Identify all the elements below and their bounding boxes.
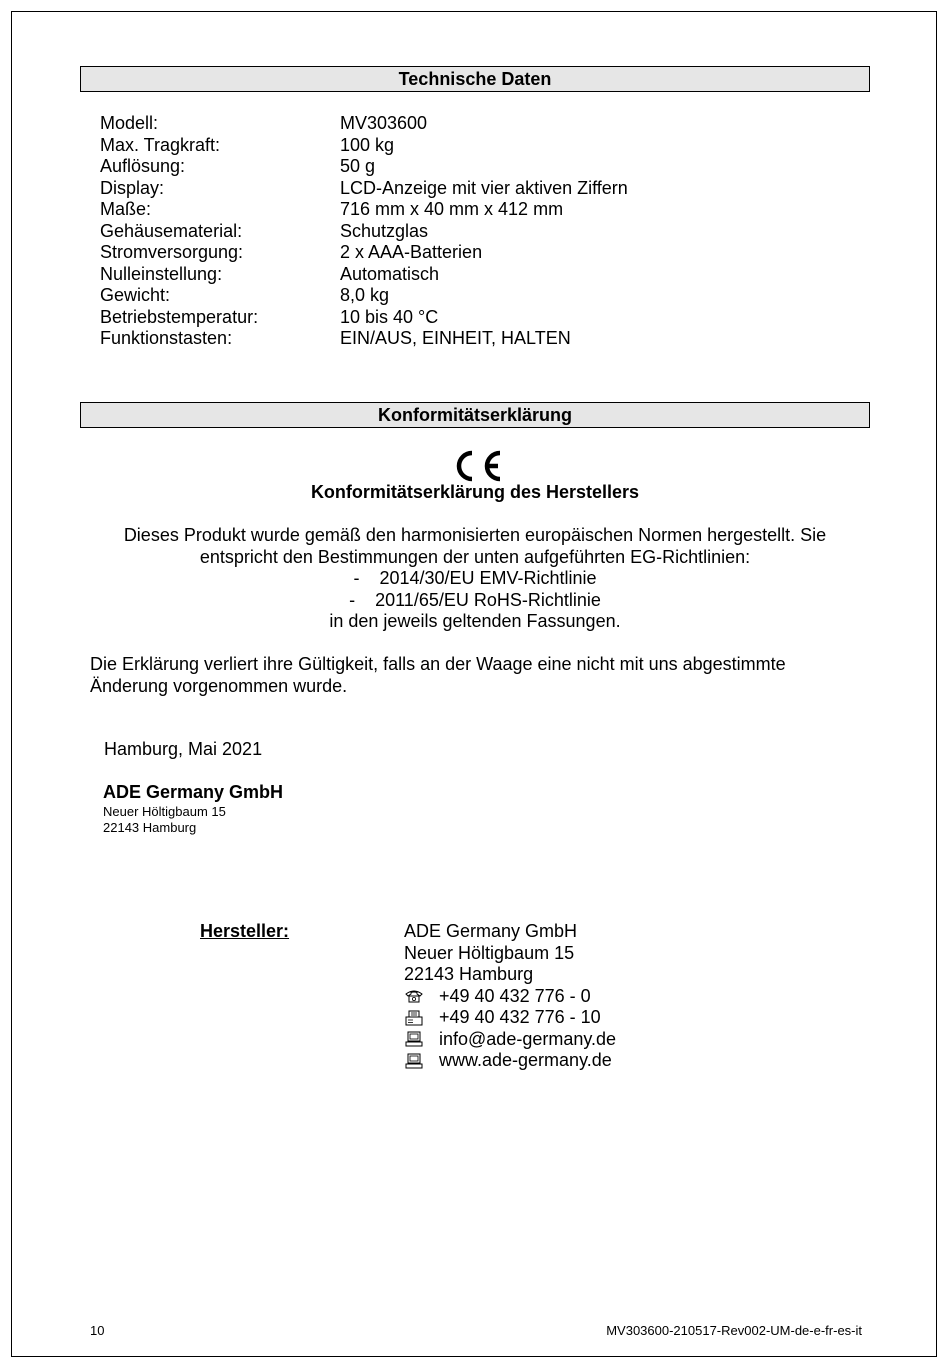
spec-value: 50 g xyxy=(340,156,376,176)
declaration-closing: in den jeweils geltenden Fassungen. xyxy=(329,611,621,631)
phone-number[interactable]: +49 40 432 776 - 0 xyxy=(439,985,591,1006)
contact-email xyxy=(404,1029,616,1051)
spec-row xyxy=(100,221,628,243)
spec-value: 100 kg xyxy=(340,134,395,155)
directive-dash: - xyxy=(353,568,360,588)
directive-text: 2011/65/EU RoHS-Richtlinie xyxy=(375,589,601,610)
spec-row xyxy=(100,285,628,307)
contact-phone xyxy=(404,986,616,1008)
fax-icon xyxy=(404,1007,439,1029)
spec-label: Maße: xyxy=(100,199,152,219)
technical-data-header: Technische Daten xyxy=(80,66,870,92)
manufacturer-label: Hersteller: xyxy=(200,921,290,941)
validity-notice: Die Erklärung verliert ihre Gültigkeit, falls an der Waage eine nicht mit uns abgestimmte Änderung vorgenommen wurde. xyxy=(90,654,786,696)
spec-label: Funktionstasten: xyxy=(100,328,233,348)
spec-value: 2 x AAA-Batterien xyxy=(340,242,483,262)
spec-label: Nulleinstellung: xyxy=(100,263,223,284)
manufacturer-city: 22143 Hamburg xyxy=(404,964,534,984)
declaration-text: Dieses Produkt wurde gemäß den harmonisierten europäischen Normen hergestellt. Sie xyxy=(123,525,827,545)
spec-row xyxy=(100,135,628,157)
spec-label: Stromversorgung: xyxy=(100,242,244,262)
manufacturer-street: Neuer Höltigbaum 15 xyxy=(404,942,575,963)
email-link[interactable]: info@ade-germany.de xyxy=(439,1028,617,1049)
directive-dash: - xyxy=(349,589,356,610)
directive-item xyxy=(80,568,870,590)
declaration-title: Konformitätserklärung des Herstellers xyxy=(310,482,640,502)
declaration-body xyxy=(80,525,870,633)
spec-label: Betriebstemperatur: xyxy=(100,306,259,327)
spec-row xyxy=(100,328,628,350)
conformity-header: Konformitätserklärung xyxy=(80,402,870,428)
spec-row xyxy=(100,264,628,286)
spec-row xyxy=(100,242,628,264)
computer-icon xyxy=(404,1050,439,1072)
spec-label: Auflösung: xyxy=(100,156,186,176)
fax-number: +49 40 432 776 - 10 xyxy=(439,1007,601,1027)
spec-value: LCD-Anzeige mit vier aktiven Ziffern xyxy=(340,177,628,198)
website-link[interactable]: www.ade-germany.de xyxy=(439,1050,612,1070)
company-name: ADE Germany GmbH xyxy=(103,782,284,802)
manufacturer-address xyxy=(404,921,616,1072)
spec-row xyxy=(100,113,628,135)
document-id: MV303600-210517-Rev002-UM-de-e-fr-es-it xyxy=(606,1323,862,1338)
spec-value: EIN/AUS, EINHEIT, HALTEN xyxy=(340,328,571,348)
spec-label: Gewicht: xyxy=(100,285,171,305)
spec-label: Gehäusematerial: xyxy=(100,220,243,241)
computer-icon xyxy=(404,1029,439,1051)
telephone-icon xyxy=(404,986,439,1008)
spec-label: Display: xyxy=(100,177,165,198)
ce-mark-icon xyxy=(445,449,507,483)
manufacturer-name: ADE Germany GmbH xyxy=(404,921,578,941)
spec-value: 716 mm x 40 mm x 412 mm xyxy=(340,199,564,219)
directive-item xyxy=(80,590,870,612)
spec-value: 10 bis 40 °C xyxy=(340,306,439,327)
page-number: 10 xyxy=(90,1323,105,1338)
place-date: Hamburg, Mai 2021 xyxy=(104,739,263,759)
spec-row xyxy=(100,199,628,221)
spec-row xyxy=(100,307,628,329)
spec-table xyxy=(100,113,628,350)
company-street: Neuer Höltigbaum 15 xyxy=(103,804,226,819)
spec-value: Automatisch xyxy=(340,263,440,284)
spec-label: Max. Tragkraft: xyxy=(100,134,221,155)
spec-value: Schutzglas xyxy=(340,220,429,241)
spec-row xyxy=(100,178,628,200)
contact-fax xyxy=(404,1007,616,1029)
spec-label: Modell: xyxy=(100,113,159,133)
company-city: 22143 Hamburg xyxy=(103,820,197,835)
directive-text: 2014/30/EU EMV-Richtlinie xyxy=(379,568,597,588)
spec-value: MV303600 xyxy=(340,113,428,133)
spec-value: 8,0 kg xyxy=(340,285,390,305)
spec-row xyxy=(100,156,628,178)
declaration-text: entspricht den Bestimmungen der unten aufgeführten EG-Richtlinien: xyxy=(199,546,751,567)
contact-website xyxy=(404,1050,616,1072)
